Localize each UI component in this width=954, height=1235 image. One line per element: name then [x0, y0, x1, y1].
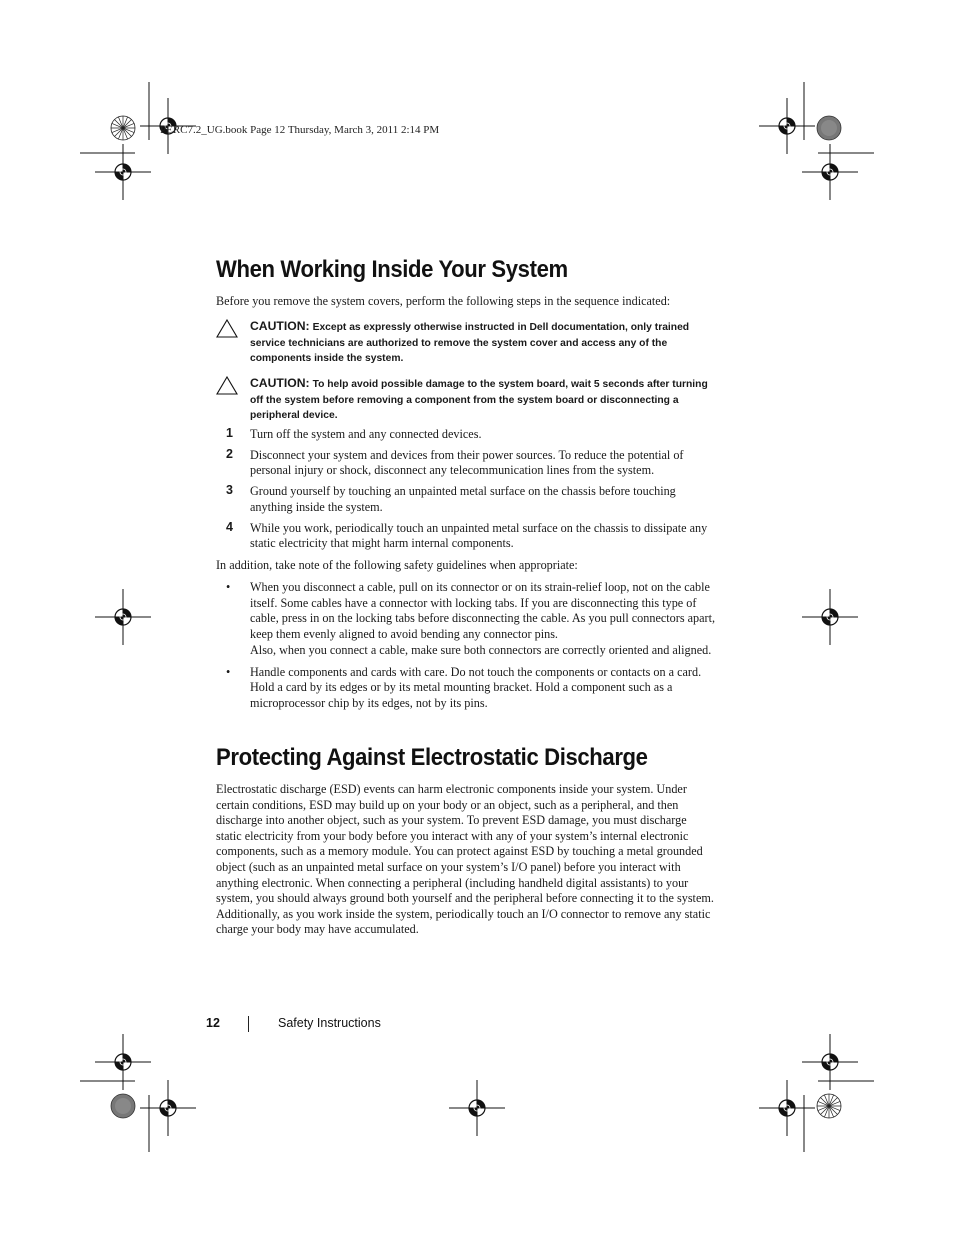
section-heading-esd: Protecting Against Electrostatic Discharge [216, 744, 648, 771]
caution-note [216, 319, 716, 367]
step-number: 2 [226, 446, 233, 461]
list-item [216, 484, 716, 515]
intro-text: Before you remove the system covers, perform the following steps in the sequence indicated: [216, 294, 671, 308]
steps-list [216, 427, 716, 557]
caution-triangle-icon [216, 319, 238, 344]
list-item [216, 427, 716, 443]
list-item [216, 521, 716, 552]
additional-text: In addition, take note of the following safety guidelines when appropriate: [216, 558, 578, 572]
step-text: While you work, periodically touch an unpainted metal surface on the chassis to dissipate any static electricity that might harm internal components. [250, 520, 708, 551]
list-item [216, 580, 716, 659]
bullet-icon: • [226, 580, 231, 594]
footer-divider [248, 1016, 249, 1032]
bullet-text: Handle components and cards with care. Do not touch the components or contacts on a card. Hold a card by its edges or by its metal mounting bracket. Hold a component such as a microprocessor chip by its edges, not by its pins. [250, 664, 702, 710]
caution-triangle-icon [216, 376, 238, 401]
caution-note [216, 376, 716, 424]
section-heading-working-inside: When Working Inside Your System [216, 256, 568, 283]
caution-text: To help avoid possible damage to the system board, wait 5 seconds after turning off the system before removing a component from the system board or disconnecting a peripheral device. [250, 379, 708, 422]
guidelines-list [216, 580, 716, 718]
caution-label: CAUTION: [250, 376, 310, 390]
step-text: Turn off the system and any connected devices. [250, 427, 482, 441]
page-number: 12 [206, 1016, 220, 1030]
bullet-icon: • [226, 664, 231, 679]
step-number: 1 [226, 426, 233, 440]
step-text: Ground yourself by touching an unpainted metal surface on the chassis before touching anything inside the system. [250, 484, 676, 514]
caution-text: Except as expressly otherwise instructed in Dell documentation, only trained service technicians are authorized to remove the system cover and access any of the components inside the system. [250, 322, 690, 365]
step-number: 3 [226, 483, 233, 498]
print-slug: PERC7.2_UG.book Page 12 Thursday, March 3, 2011 2:14 PM [160, 124, 440, 136]
page-footer [206, 1016, 381, 1030]
list-item [216, 665, 716, 712]
step-number: 4 [226, 519, 233, 534]
caution-label: CAUTION: [250, 319, 310, 333]
step-text: Disconnect your system and devices from their power sources. To reduce the potential of personal injury or shock, disconnect any telecommunication lines from the system. [250, 447, 684, 478]
esd-paragraph: Electrostatic discharge (ESD) events can harm electronic components inside your system. Under certain conditions, ESD may build up on your body or an object, such as a peripheral, and then discharge into another object, such as your system. To prevent ESD damage, you must discharge static electricity from your body before you interact with any of your system’s internal electronic components, such as a memory module. You can protect against ESD by touching a metal grounded object (such as an unpainted metal surface on your system’s I/O panel) before you interact with anything electronic. When connecting a peripheral (including handheld digital assistants) to your system, you should always ground both yourself and the peripheral before connecting it to the system. Additionally, as you work inside the system, periodically touch an I/O connector to remove any static charge your body may have accumulated. [216, 782, 714, 937]
bullet-text-continued: Also, when you connect a cable, make sure both connectors are correctly oriented and aligned. [250, 642, 712, 657]
list-item [216, 448, 716, 479]
footer-section-title: Safety Instructions [278, 1016, 381, 1030]
bullet-text: When you disconnect a cable, pull on its connector or on its strain-relief loop, not on the cable itself. Some cables have a connector with locking tabs. If you are disconnecting this type of cable, press in on the locking tabs before disconnecting the cable. As you pull connectors apart, keep them evenly aligned to avoid bending any connector pins. [250, 580, 716, 642]
